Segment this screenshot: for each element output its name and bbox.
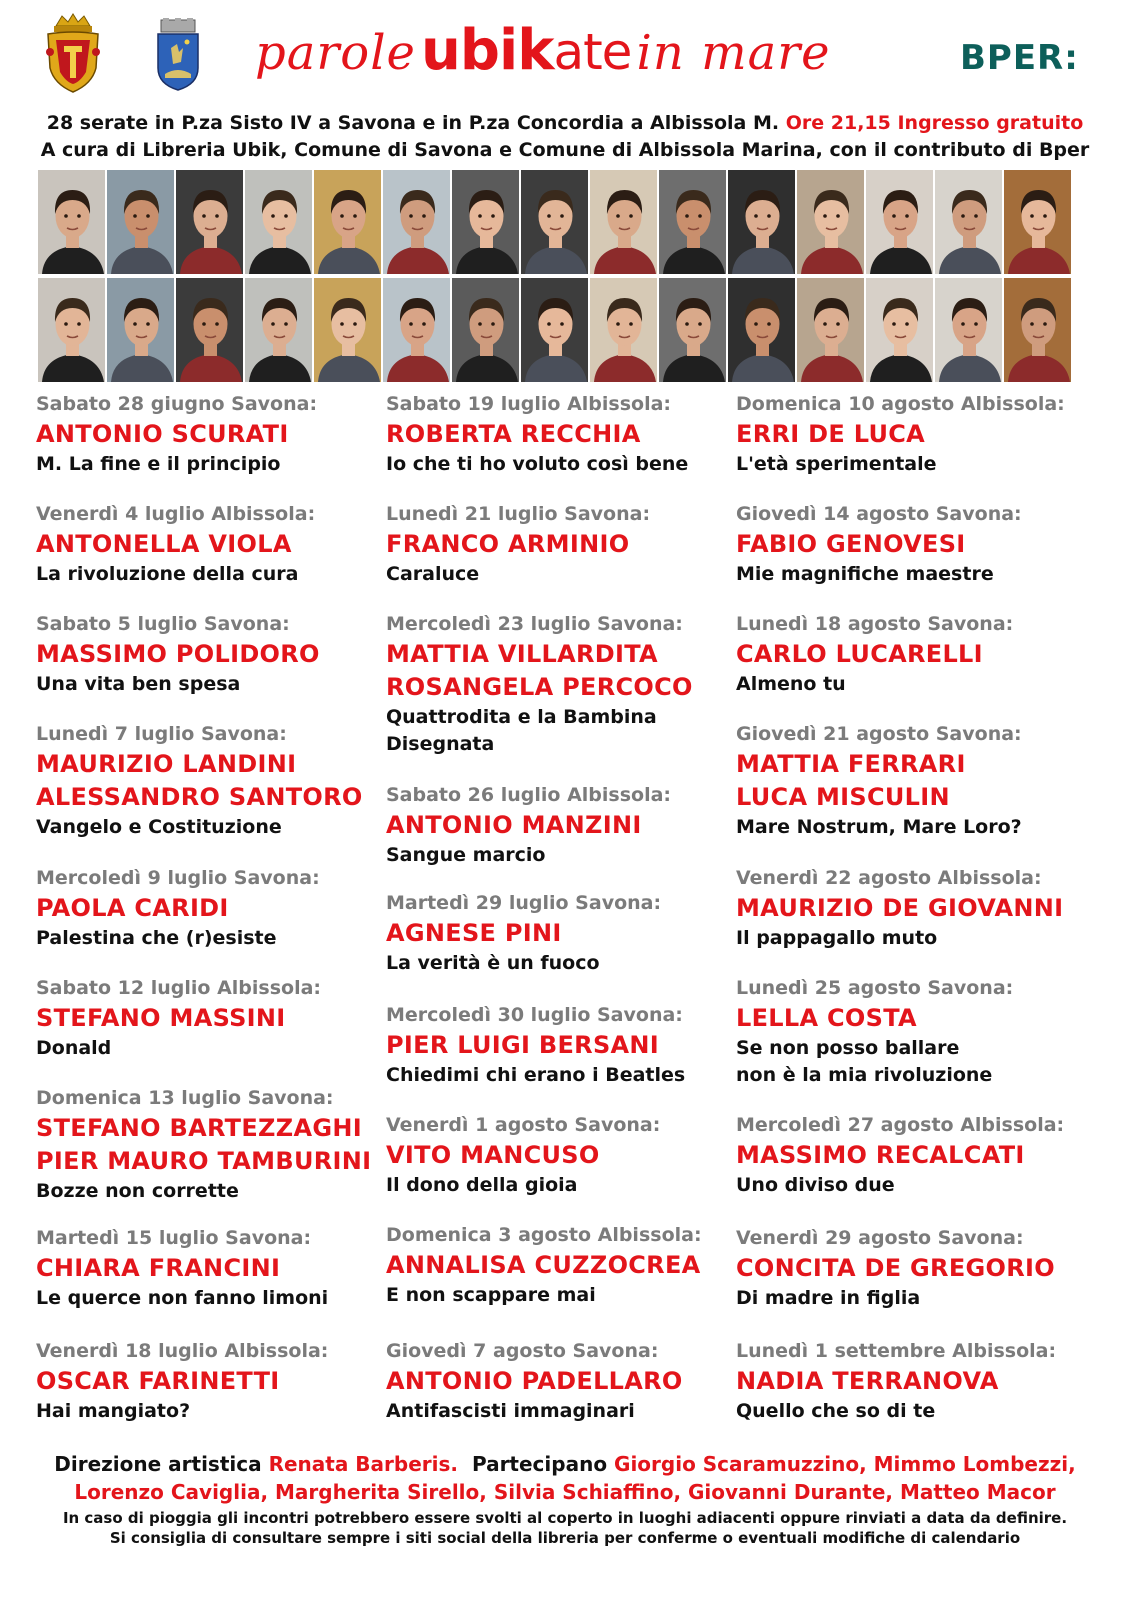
event-book-title: Mare Nostrum, Mare Loro? [736, 816, 1022, 838]
author-portrait-photo [935, 170, 1004, 274]
event-entry [386, 1221, 746, 1309]
author-portrait-photo [590, 170, 659, 274]
author-portrait-photo [38, 278, 107, 382]
event-date: Sabato 28 giugno Savona: [36, 393, 318, 415]
event-author-name: ERRI DE LUCA [736, 420, 926, 448]
event-book-title: Le querce non fanno limoni [36, 1287, 329, 1309]
event-date: Mercoledì 23 luglio Savona: [386, 613, 683, 635]
bper-logo-dots: : [1064, 38, 1079, 78]
event-book-title: Bozze non corrette [36, 1180, 239, 1202]
event-entry [736, 864, 1096, 952]
title-word-ate: ate [553, 23, 632, 81]
event-entry [386, 889, 746, 977]
author-portrait-photo [521, 170, 590, 274]
event-book-title: Chiedimi chi erano i Beatles [386, 1064, 686, 1086]
event-book-title: Io che ti ho voluto così bene [386, 453, 689, 475]
event-author-name: ANTONIO MANZINI [386, 811, 642, 839]
footer-rain-notice: In caso di pioggia gli incontri potrebbero essere svolti al coperto in luoghi adiacenti oppure rinviati a data da definire. [62, 1509, 1068, 1527]
event-book-title: L'età sperimentale [736, 453, 937, 475]
event-entry [36, 500, 396, 588]
event-book-title: Almeno tu [736, 673, 846, 695]
footer-director-name: Renata Barberis. [268, 1452, 459, 1476]
event-author-name: MATTIA FERRARI [736, 750, 966, 778]
event-date: Sabato 12 luglio Albissola: [36, 977, 321, 999]
albissola-crest-icon [155, 18, 201, 92]
event-date: Giovedì 21 agosto Savona: [736, 723, 1022, 745]
event-date: Venerdì 22 agosto Albissola: [736, 867, 1042, 889]
author-portrait-photo [935, 278, 1004, 382]
event-author-name: CONCITA DE GREGORIO [736, 1254, 1055, 1282]
event-entry [36, 864, 396, 952]
event-entry [36, 1224, 396, 1312]
event-book-title: Donald [36, 1037, 112, 1059]
event-date: Venerdì 4 luglio Albissola: [36, 503, 316, 525]
event-entry [36, 1084, 396, 1205]
author-portrait-photo [728, 170, 797, 274]
event-author-name: PAOLA CARIDI [36, 894, 229, 922]
footer-social-notice: Si consiglia di consultare sempre i siti social della libreria per conferme o eventuali modifiche di calendario [109, 1529, 1021, 1547]
author-portrait-photo [659, 170, 728, 274]
event-book-title: Il pappagallo muto [736, 927, 938, 949]
author-portrait-photo [1004, 170, 1073, 274]
event-entry [736, 974, 1096, 1089]
event-book-title: Quello che so di te [736, 1400, 936, 1422]
event-entry [386, 1111, 746, 1199]
author-portrait-photo [38, 170, 107, 274]
event-book-title: Di madre in figlia [736, 1287, 921, 1309]
event-book-title: Disegnata [386, 733, 495, 755]
event-author-name: OSCAR FARINETTI [36, 1367, 280, 1395]
event-date: Lunedì 25 agosto Savona: [736, 977, 1014, 999]
event-book-title: Palestina che (r)esiste [36, 927, 277, 949]
event-entry [36, 610, 396, 698]
event-author-name: CHIARA FRANCINI [36, 1254, 281, 1282]
footer-participants-names-2: Lorenzo Caviglia, Margherita Sirello, Silvia Schiaffino, Giovanni Durante, Matteo Macor [74, 1480, 1056, 1504]
event-date: Martedì 15 luglio Savona: [36, 1227, 312, 1249]
poster-header [0, 0, 1130, 110]
event-entry [36, 974, 396, 1062]
event-author-name: FRANCO ARMINIO [386, 530, 630, 558]
event-book-title: Vangelo e Costituzione [36, 816, 282, 838]
event-date: Martedì 29 luglio Savona: [386, 892, 662, 914]
event-book-title: Antifascisti immaginari [386, 1400, 635, 1422]
event-author-name: NADIA TERRANOVA [736, 1367, 999, 1395]
author-portrait-photo [797, 278, 866, 382]
event-author-name: MASSIMO POLIDORO [36, 640, 320, 668]
event-author-name: MASSIMO RECALCATI [736, 1141, 1025, 1169]
event-entry [736, 390, 1096, 478]
event-book-title: La rivoluzione della cura [36, 563, 299, 585]
event-date: Mercoledì 30 luglio Savona: [386, 1004, 683, 1026]
event-author-name: ROSANGELA PERCOCO [386, 673, 693, 701]
author-photo-row-1 [38, 170, 1074, 274]
footer-participants-names-1: Giorgio Scaramuzzino, Mimmo Lombezzi, [614, 1452, 1076, 1476]
event-date: Venerdì 29 agosto Savona: [736, 1227, 1024, 1249]
event-date: Mercoledì 9 luglio Savona: [36, 867, 320, 889]
event-book-title: Una vita ben spesa [36, 673, 241, 695]
event-entry [386, 1001, 746, 1089]
event-entry [36, 720, 396, 841]
event-book-title: Uno diviso due [736, 1174, 895, 1196]
event-book-title: Quattrodita e la Bambina [386, 706, 657, 728]
event-date: Lunedì 1 settembre Albissola: [736, 1340, 1057, 1362]
author-portrait-photo [521, 278, 590, 382]
author-portrait-photo [383, 278, 452, 382]
event-entry [736, 1224, 1096, 1312]
event-author-name: MATTIA VILLARDITA [386, 640, 658, 668]
event-entry [736, 500, 1096, 588]
event-date: Giovedì 14 agosto Savona: [736, 503, 1022, 525]
savona-crest-icon [42, 12, 104, 94]
author-portrait-photo [245, 278, 314, 382]
event-author-name: PIER MAURO TAMBURINI [36, 1147, 372, 1175]
event-entry [36, 1337, 396, 1425]
author-portrait-photo [590, 278, 659, 382]
event-book-title: Sangue marcio [386, 844, 546, 866]
event-author-name: STEFANO BARTEZZAGHI [36, 1114, 362, 1142]
event-date: Sabato 19 luglio Albissola: [386, 393, 671, 415]
author-portrait-photo [866, 170, 935, 274]
event-book-title: Hai mangiato? [36, 1400, 191, 1422]
info-line-venues [0, 112, 1130, 134]
event-book-title: Se non posso ballare [736, 1037, 960, 1059]
event-date: Domenica 10 agosto Albissola: [736, 393, 1065, 415]
event-entry [386, 1337, 746, 1425]
event-book-title: La verità è un fuoco [386, 952, 600, 974]
event-date: Giovedì 7 agosto Savona: [386, 1340, 659, 1362]
title-word-in-mare: in mare [636, 25, 831, 81]
footer-direction-label: Direzione artistica [54, 1452, 262, 1476]
author-portrait-photo [107, 170, 176, 274]
event-author-name: FABIO GENOVESI [736, 530, 966, 558]
event-book-title: M. La fine e il principio [36, 453, 281, 475]
event-author-name: ANTONELLA VIOLA [36, 530, 292, 558]
event-author-name: LELLA COSTA [736, 1004, 917, 1032]
event-author-name: AGNESE PINI [386, 919, 562, 947]
event-entry [386, 390, 746, 478]
footer-participants-label: Partecipano [471, 1452, 608, 1476]
event-date: Lunedì 18 agosto Savona: [736, 613, 1014, 635]
event-entry [386, 610, 746, 758]
event-date: Domenica 3 agosto Albissola: [386, 1224, 702, 1246]
event-author-name: ALESSANDRO SANTORO [36, 783, 363, 811]
author-portrait-photo [797, 170, 866, 274]
event-date: Sabato 5 luglio Savona: [36, 613, 290, 635]
author-portrait-photo [176, 278, 245, 382]
author-portrait-photo [452, 278, 521, 382]
author-portrait-photo [866, 278, 935, 382]
event-author-name: CARLO LUCARELLI [736, 640, 983, 668]
event-entry [386, 500, 746, 588]
event-date: Lunedì 7 luglio Savona: [36, 723, 287, 745]
info-time-text: Ore 21,15 Ingresso gratuito [785, 112, 1084, 134]
event-date: Venerdì 1 agosto Savona: [386, 1114, 661, 1136]
info-venues-text: 28 serate in P.za Sisto IV a Savona e in P.za Concordia a Albissola M. [46, 112, 780, 134]
event-title [255, 18, 831, 98]
event-author-name: ANTONIO SCURATI [36, 420, 289, 448]
author-portrait-photo [659, 278, 728, 382]
author-photo-row-2 [38, 278, 1074, 382]
event-author-name: STEFANO MASSINI [36, 1004, 286, 1032]
event-date: Mercoledì 27 agosto Albissola: [736, 1114, 1065, 1136]
event-author-name: PIER LUIGI BERSANI [386, 1031, 660, 1059]
event-entry [736, 1111, 1096, 1199]
event-entry [36, 390, 396, 478]
author-portrait-photo [314, 278, 383, 382]
event-author-name: VITO MANCUSO [386, 1141, 600, 1169]
event-book-title: E non scappare mai [386, 1284, 596, 1306]
event-book-title: Mie magnifiche maestre [736, 563, 994, 585]
event-author-name: MAURIZIO LANDINI [36, 750, 297, 778]
title-word-ubik: ubik [421, 18, 554, 83]
event-date: Domenica 13 luglio Savona: [36, 1087, 334, 1109]
title-word-parole: parole [255, 25, 416, 81]
event-book-title: non è la mia rivoluzione [736, 1064, 993, 1086]
bper-logo-text: BPER [960, 38, 1065, 78]
author-portrait-photo [1004, 278, 1073, 382]
author-portrait-photo [728, 278, 797, 382]
event-entry [736, 1337, 1096, 1425]
author-photo-grid [38, 170, 1074, 386]
author-portrait-photo [314, 170, 383, 274]
author-portrait-photo [383, 170, 452, 274]
author-portrait-photo [452, 170, 521, 274]
event-date: Lunedì 21 luglio Savona: [386, 503, 651, 525]
event-author-name: ANTONIO PADELLARO [386, 1367, 683, 1395]
event-book-title: Caraluce [386, 563, 480, 585]
event-date: Venerdì 18 luglio Albissola: [36, 1340, 329, 1362]
event-author-name: MAURIZIO DE GIOVANNI [736, 894, 1064, 922]
author-portrait-photo [245, 170, 314, 274]
info-line-organizers: A cura di Libreria Ubik, Comune di Savona e Comune di Albissola Marina, con il contributo di Bper [40, 139, 1090, 161]
event-entry [386, 781, 746, 869]
author-portrait-photo [176, 170, 245, 274]
event-author-name: LUCA MISCULIN [736, 783, 950, 811]
event-entry [736, 720, 1096, 841]
author-portrait-photo [107, 278, 176, 382]
event-book-title: Il dono della gioia [386, 1174, 578, 1196]
event-entry [736, 610, 1096, 698]
event-author-name: ROBERTA RECCHIA [386, 420, 641, 448]
event-author-name: ANNALISA CUZZOCREA [386, 1251, 701, 1279]
bper-logo [960, 38, 1079, 78]
footer-credits-line-1 [0, 1452, 1130, 1476]
event-date: Sabato 26 luglio Albissola: [386, 784, 671, 806]
